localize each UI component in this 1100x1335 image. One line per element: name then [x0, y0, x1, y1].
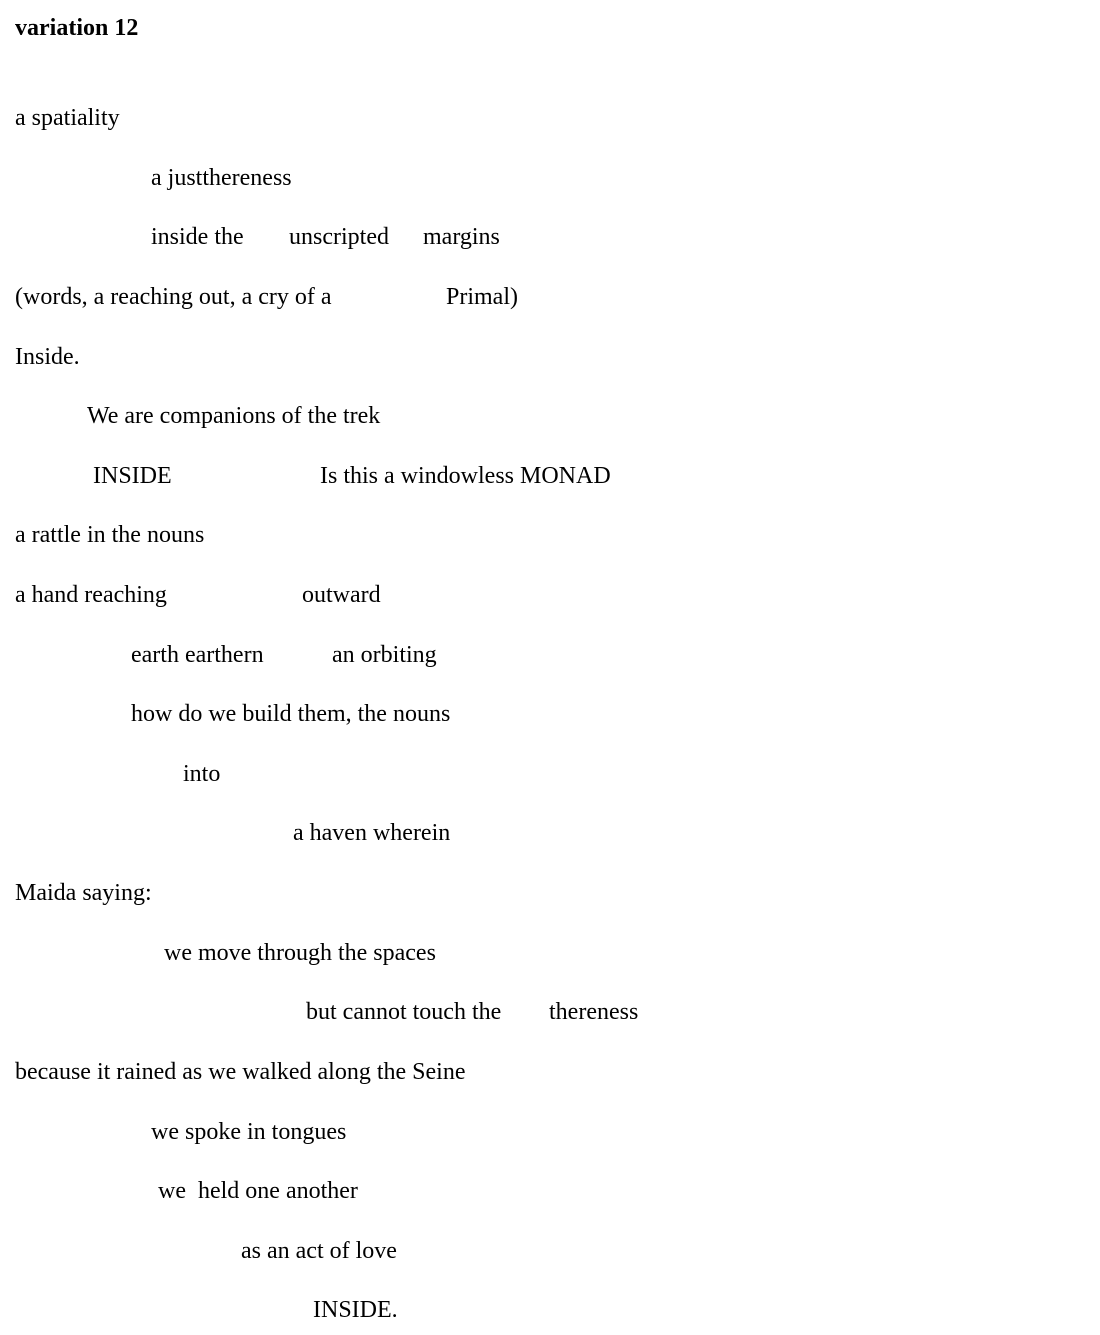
poem-line: (words, a reaching out, a cry of a [15, 284, 332, 310]
poem-title: variation 12 [15, 15, 139, 41]
poem-line: Primal) [446, 284, 518, 310]
poem-line: thereness [549, 999, 639, 1025]
poem-line: Is this a windowless MONAD [320, 463, 611, 489]
poem-line: a hand reaching [15, 582, 167, 608]
poem-line: we move through the spaces [164, 940, 436, 966]
poem-line: margins [423, 224, 500, 250]
poem-line: as an act of love [241, 1238, 397, 1264]
poem-line: inside the [151, 224, 244, 250]
poem-line: outward [302, 582, 381, 608]
poem-line: but cannot touch the [306, 999, 502, 1025]
poem-line: a spatiality [15, 105, 120, 131]
poem-line: earth earthern [131, 642, 264, 668]
poem-line: a rattle in the nouns [15, 522, 205, 548]
poem-line: INSIDE [93, 463, 172, 489]
poem-line: unscripted [289, 224, 389, 250]
poem-line: Inside. [15, 344, 80, 370]
poem-line: We are companions of the trek [87, 403, 381, 429]
poem-line: into [183, 761, 221, 787]
poem-line: INSIDE. [313, 1297, 398, 1323]
poem-line: because it rained as we walked along the Seine [15, 1059, 466, 1085]
poem-line: an orbiting [332, 642, 437, 668]
poem-line: Maida saying: [15, 880, 152, 906]
poem-line: a justthereness [151, 165, 292, 191]
poem-line: we spoke in tongues [151, 1119, 347, 1145]
poem-line: we held one another [158, 1178, 358, 1204]
poem-line: how do we build them, the nouns [131, 701, 451, 727]
poem-line: a haven wherein [293, 820, 451, 846]
